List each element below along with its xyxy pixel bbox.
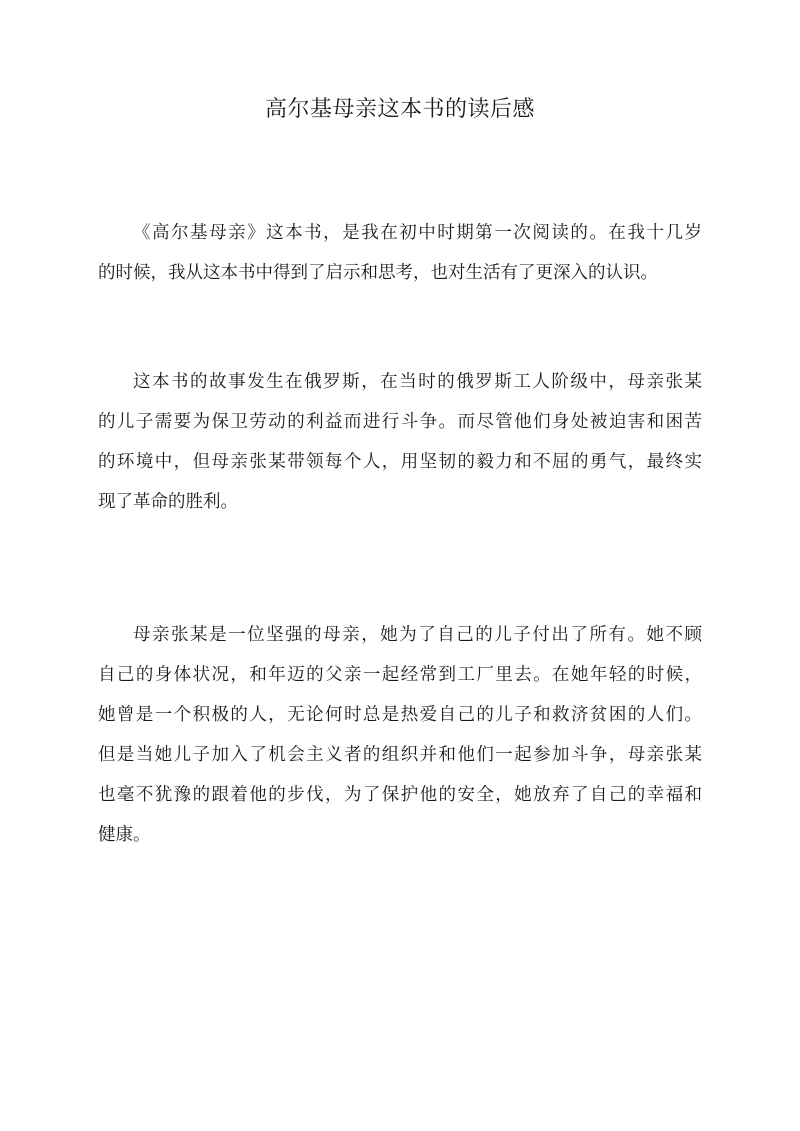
paragraph-line: 这本书的故事发生在俄罗斯，在当时的俄罗斯工人阶级中，母亲张某 — [133, 372, 702, 392]
paragraph-line: 也毫不犹豫的跟着他的步伐，为了保护他的安全，她放弃了自己的幸福和 — [98, 785, 702, 805]
paragraph-line: 她曾是一个积极的人，无论何时总是热爱自己的儿子和救济贫困的人们。 — [98, 705, 702, 725]
paragraph-3 — [98, 615, 702, 855]
paragraph-1 — [98, 213, 702, 293]
paragraph-line: 现了革命的胜利。 — [98, 492, 238, 512]
paragraph-line: 的儿子需要为保卫劳动的利益而进行斗争。而尽管他们身处被迫害和困苦 — [98, 412, 702, 432]
paragraph-line: 《高尔基母亲》这本书，是我在初中时期第一次阅读的。在我十几岁 — [133, 223, 702, 243]
paragraph-line: 但是当她儿子加入了机会主义者的组织并和他们一起参加斗争，母亲张某 — [98, 745, 702, 765]
paragraph-2 — [98, 362, 702, 522]
paragraph-line: 母亲张某是一位坚强的母亲，她为了自己的儿子付出了所有。她不顾 — [133, 625, 702, 645]
paragraph-line: 自己的身体状况，和年迈的父亲一起经常到工厂里去。在她年轻的时候， — [98, 665, 702, 685]
document-title: 高尔基母亲这本书的读后感 — [264, 97, 535, 122]
paragraph-line: 的时候，我从这本书中得到了启示和思考，也对生活有了更深入的认识。 — [98, 263, 658, 283]
paragraph-line: 健康。 — [98, 825, 151, 845]
paragraph-line: 的环境中，但母亲张某带领每个人，用坚韧的毅力和不屈的勇气，最终实 — [98, 452, 702, 472]
